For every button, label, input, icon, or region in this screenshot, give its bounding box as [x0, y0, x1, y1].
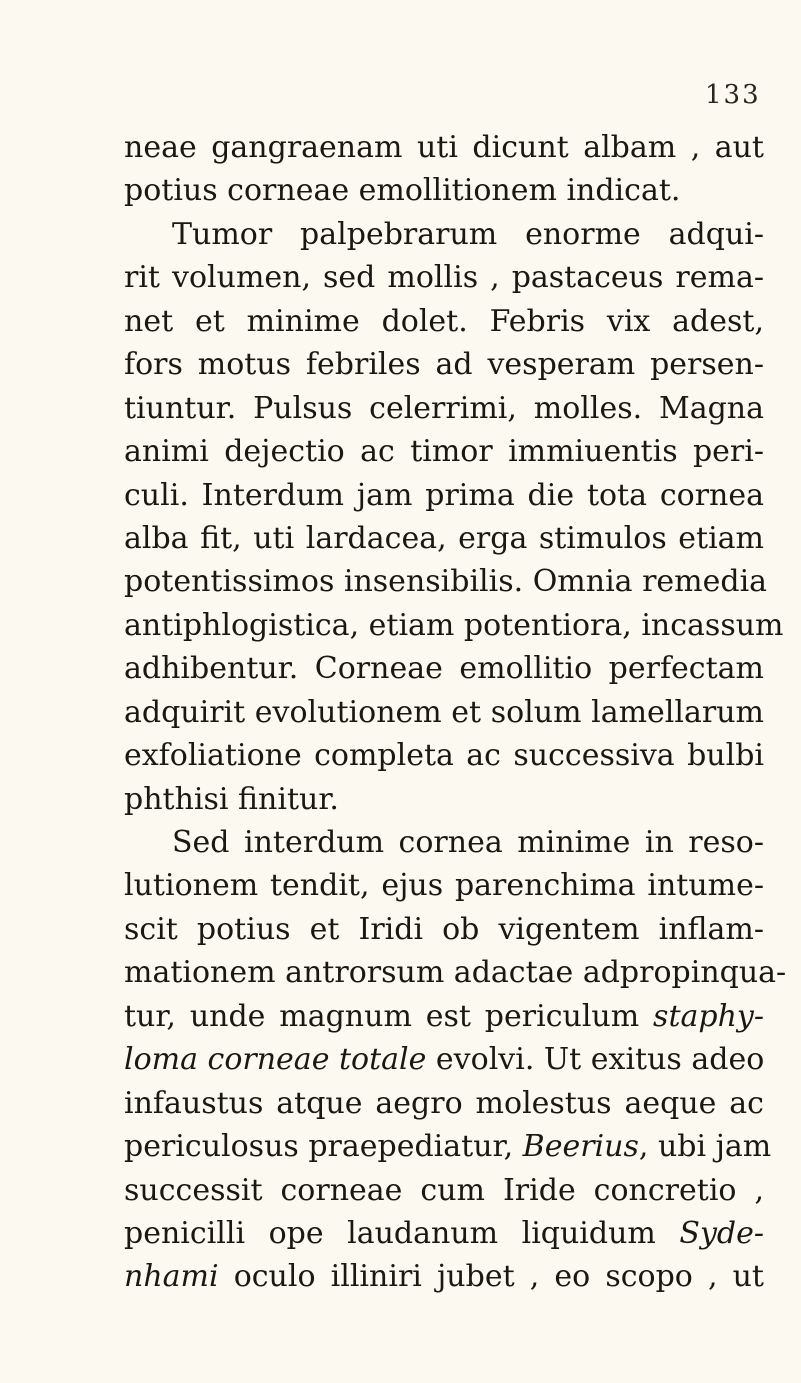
text-segment: potius corneae emollitionem indicat. — [124, 173, 681, 209]
italic-text-segment: nhami — [124, 1259, 219, 1295]
text-segment: adquirit evolutionem et solum lamellarum — [124, 694, 764, 730]
text-segment: oculo illiniri jubet , eo scopo , ut — [218, 1259, 764, 1295]
text-segment: fors motus febriles ad vesperam persen- — [124, 347, 764, 383]
text-line — [124, 430, 764, 473]
text-line — [124, 1255, 764, 1298]
italic-text-segment: loma corneae totale — [124, 1042, 427, 1078]
text-line — [124, 343, 764, 386]
text-line — [124, 300, 764, 343]
text-line — [124, 1082, 764, 1125]
text-segment: phthisi finitur. — [124, 781, 339, 817]
text-line — [124, 474, 764, 517]
text-segment: tur, unde magnum est periculum — [124, 998, 654, 1034]
text-segment: Sed interdum cornea minime in reso- — [172, 825, 764, 860]
text-line — [124, 213, 764, 256]
text-line — [124, 1038, 764, 1081]
text-line — [124, 778, 764, 821]
text-segment: penicilli ope laudanum liquidum — [124, 1215, 680, 1251]
italic-text-segment: staphy- — [653, 998, 764, 1034]
text-segment: culi. Interdum jam prima die tota cornea — [124, 477, 764, 513]
text-line — [124, 387, 764, 430]
text-segment: rit volumen, sed mollis , pastaceus rema- — [124, 260, 764, 296]
text-line — [124, 560, 768, 603]
text-line — [124, 169, 764, 212]
text-line — [124, 604, 784, 647]
text-segment: alba fit, uti lardacea, erga stimulos etiam — [124, 520, 764, 556]
text-segment: adhibentur. Corneae emollitio perfectam — [124, 651, 764, 687]
text-line — [124, 126, 764, 169]
text-segment: Tumor palpebrarum enorme adqui- — [172, 216, 764, 252]
text-segment: scit potius et Iridi ob vigentem inflam- — [124, 911, 764, 947]
text-line — [124, 864, 764, 907]
text-segment: , ubi jam — [638, 1129, 772, 1165]
text-line — [124, 1125, 772, 1168]
text-line — [124, 734, 764, 777]
text-segment: successit corneae cum Iride concretio , — [124, 1172, 764, 1208]
text-segment: mationem antrorsum adactae adpropinqua- — [124, 955, 787, 991]
text-segment: tiuntur. Pulsus celerrimi, molles. Magna — [124, 390, 764, 426]
text-line — [124, 951, 787, 994]
text-line — [124, 821, 764, 864]
italic-text-segment: Syde- — [679, 1215, 764, 1251]
text-line — [124, 995, 764, 1038]
text-line — [124, 908, 764, 951]
text-line — [124, 691, 764, 734]
text-segment: lutionem tendit, ejus parenchima intume- — [124, 868, 764, 904]
text-line — [124, 1169, 764, 1212]
text-segment: antiphlogistica, etiam potentiora, incassum — [124, 607, 784, 643]
text-segment: net et minime dolet. Febris vix adest, — [124, 303, 764, 339]
text-segment: neae gangraenam uti dicunt albam , aut — [124, 130, 764, 165]
text-segment: periculosus praepediatur, — [124, 1129, 523, 1165]
page-number: 133 — [705, 80, 761, 110]
text-segment: animi dejectio ac timor immiuentis peri- — [124, 434, 764, 470]
text-segment: potentissimos insensibilis. Omnia remedia — [124, 564, 768, 600]
italic-text-segment: Beerius — [522, 1129, 639, 1165]
text-segment: evolvi. Ut exitus adeo — [426, 1042, 765, 1078]
text-line — [124, 647, 764, 690]
latin-text-body — [124, 126, 787, 1299]
text-line — [124, 1212, 764, 1255]
text-line — [124, 517, 764, 560]
text-segment: exfoliatione completa ac successiva bulbi — [124, 738, 764, 774]
text-segment: infaustus atque aegro molestus aeque ac — [124, 1085, 764, 1121]
text-line — [124, 256, 764, 299]
